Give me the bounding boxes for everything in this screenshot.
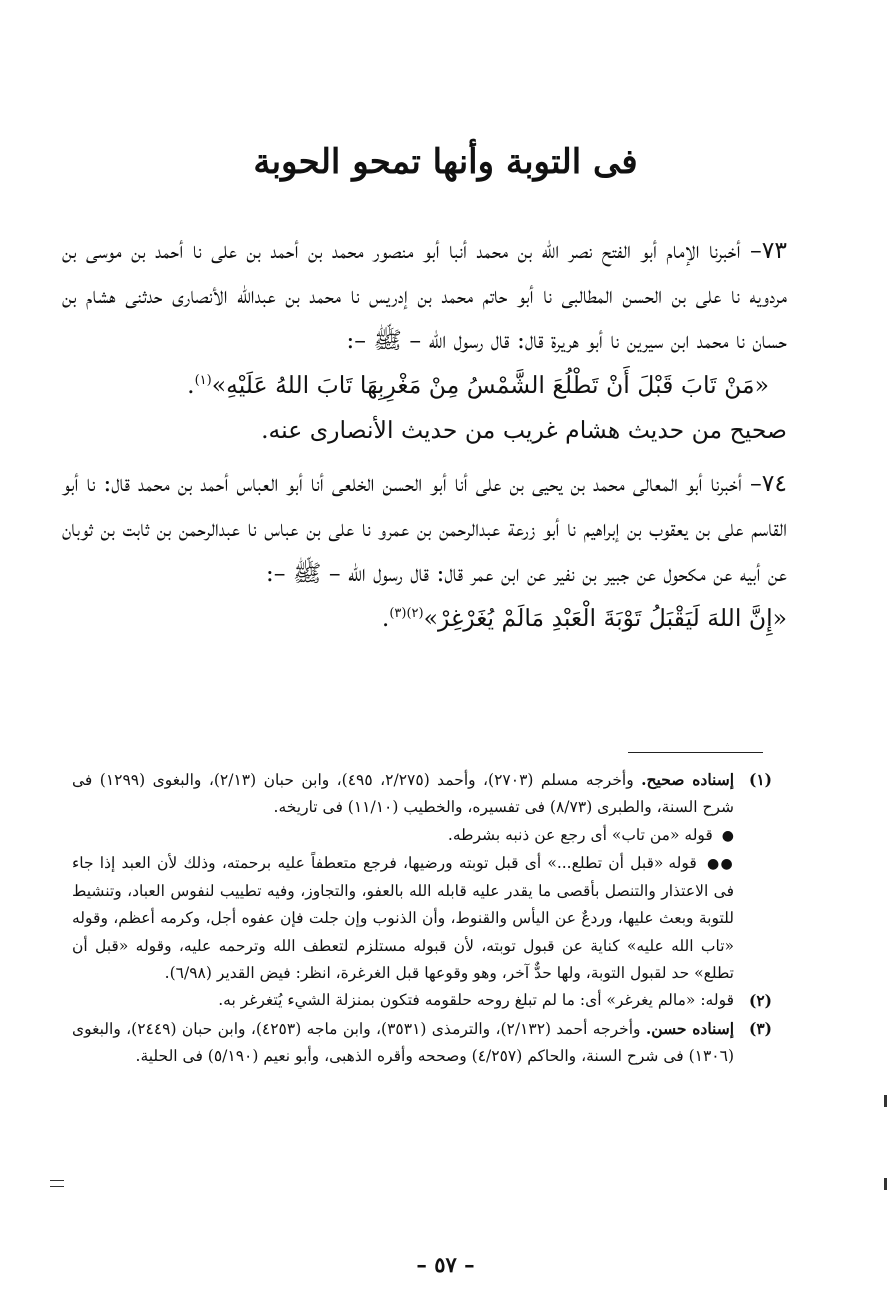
footnote-1-number: (١)	[748, 770, 772, 789]
main-text	[62, 228, 787, 641]
footnote-1	[72, 766, 772, 822]
hadith-74-chain: ٧٤– أخبرنا أبو المعالى محمد بن يحيى بن على أنا أبو الحسن الخلعى أنا أبو العباس أحمد بن محمد قال: نا أبو القاسم على بن يعقوب بن إبراهيم نا أبو زرعة عبدالرحمن بن عمرو نا على بن عباس نا عبدالرحمن بن ثابت بن ثوبان عن أبيه عن مكحول عن جبير بن نفير عن ابن عمر قال: قال رسول الله – ﷺ –:	[62, 469, 787, 587]
edge-tick	[884, 1178, 887, 1190]
hadith-73-quote: «مَنْ تَابَ قَبْلَ أَنْ تَطْلُعَ الشَّمْسُ مِنْ مَغْرِبِهَا تَابَ اللهُ عَلَيْهِ»$^{(١)}$.	[187, 371, 769, 399]
footnote-1-note-a-text: قوله «من تاب» أى رجع عن ذنبه بشرطه.	[447, 825, 713, 844]
hadith-73-chain: ٧٣– أخبرنا الإمام أبو الفتح نصر الله بن محمد أنبا أبو منصور محمد بن أحمد بن على نا أحمد بن موسى بن مردويه نا على بن الحسن المطالبى نا أبو حاتم محمد بن إدريس نا محمد بن عبدالله الأنصارى حدثنى هشام بن حسان نا محمد ابن سيرين نا أبو هريرة قال: قال رسول الله – ﷺ –:	[62, 236, 787, 354]
chapter-heading: فى التوبة وأنها تمحو الحوبة	[253, 142, 638, 182]
footnote-3	[72, 1015, 772, 1071]
margin-mark	[50, 1180, 64, 1187]
bullet-icon: ●	[721, 827, 734, 844]
hadith-74-quote-text: «إِنَّ اللهَ لَيَقْبَلُ تَوْبَةَ الْعَبْدِ مَالَمْ يُغَرْغِرْ»	[423, 604, 787, 632]
footnote-2	[72, 987, 772, 1014]
double-bullet-icon: ●●	[707, 855, 735, 872]
hadith-73-grading: صحيح من حديث هشام غريب من حديث الأنصارى عنه.	[261, 416, 787, 444]
footnote-3-text: وأخرجه أحمد (٢/١٣٢)، والترمذى (٣٥٣١)، وابن ماجه (٤٢٥٣)، وابن حبان (٢٤٤٩)، والبغوى (١٣٠٦) فى شرح السنة، والحاكم (٤/٢٥٧) وصححه وأقره الذهبى، وأبو نعيم (٥/١٩٠) فى الحلية.	[72, 1019, 734, 1065]
footnotes	[72, 766, 772, 1070]
page-number: – ٥٧ –	[416, 1252, 475, 1277]
footnote-ref-1: (١)	[194, 373, 212, 389]
hadith-74-quote: «إِنَّ اللهَ لَيَقْبَلُ تَوْبَةَ الْعَبْدِ مَالَمْ يُغَرْغِرْ»$^{(٢)(٣)}$.	[381, 604, 787, 632]
footnote-2-text: قوله: «مالم يغرغر» أى: ما لم تبلغ روحه حلقومه فتكون بمنزلة الشيء يُتغرغر به.	[218, 991, 734, 1010]
footnote-1-text: وأخرجه مسلم (٢٧٠٣)، وأحمد (٢/٢٧٥، ٤٩٥)، وابن حبان (٢/١٣)، والبغوى (١٢٩٩) فى شرح السنة، والطبرى (٨/٧٣) فى تفسيره، والخطيب (١١/١٠) فى تاريخه.	[72, 771, 734, 817]
footnote-ref-2-3: (٢)(٣)	[389, 606, 424, 622]
footnote-3-grading: إسناده حسن.	[645, 1018, 735, 1038]
edge-tick	[884, 1095, 887, 1107]
footnote-2-number: (٢)	[748, 991, 772, 1011]
footnote-1-grading: إسناده صحيح.	[641, 770, 735, 789]
hadith-73-quote-text: «مَنْ تَابَ قَبْلَ أَنْ تَطْلُعَ الشَّمْسُ مِنْ مَغْرِبِهَا تَابَ اللهُ عَلَيْهِ»	[211, 371, 769, 399]
footnote-1-note-a	[72, 822, 772, 850]
footnote-3-number: (٣)	[748, 1018, 772, 1038]
footnote-divider	[628, 752, 763, 753]
footnote-1-note-b	[72, 850, 772, 987]
footnote-1-note-b-text: قوله «قبل أن تطلع...» أى قبل توبته ورضيها، فرجع متعطفاً عليه برحمته، وذلك لأن العبد إذا جاء فى الاعتذار والتنصل بأقصى ما يقدر عليه قابله الله بالعفو، والتجاوز، وفيه تطييب لنفوس العباد، وتنشيط للتوبة وبعث عليها، وردعٌ عن اليأس والقنوط، وأن الذنوب وإن جلت فإن عفوه أجل، وكرمه أعظم، وقوله «تاب الله عليه» كناية عن قبول توبته، لأن قبوله مستلزم لتعطف الله وترحمه عليه، وقوله «قبل أن تطلع» حد لقبول التوبة، ولها حدٌّ آخر، وهو وقوعها قبل الغرغرة، انظر: فيض القدير (٦/٩٨).	[72, 853, 734, 983]
